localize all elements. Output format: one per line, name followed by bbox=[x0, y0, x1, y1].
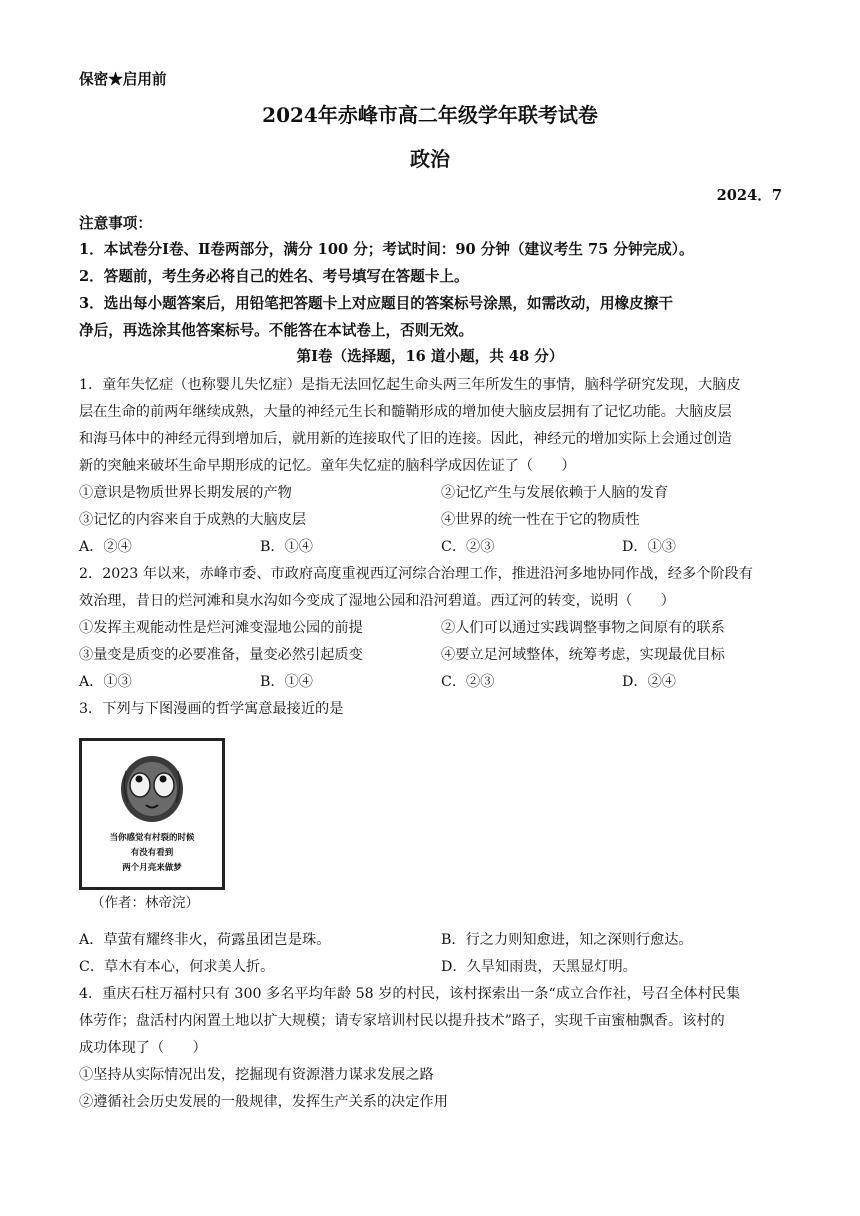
question-1-option-c: C．②③ bbox=[441, 539, 495, 555]
question-2-stem: 2．2023 年以来，赤峰市委、市政府高度重视西辽河综合治理工作，推进沿河多地协同作战，经多个阶段有 bbox=[79, 566, 753, 582]
exam-date: 2024．7 bbox=[716, 187, 782, 204]
question-4-stem: 体劳作；盘活村内闲置土地以扩大规模；请专家培训村民以提升技术”路子，实现千亩蜜柚飘香。该村的 bbox=[79, 1013, 725, 1029]
question-1-option-b: B．①④ bbox=[260, 539, 313, 555]
secret-label: 保密★启用前 bbox=[79, 71, 167, 88]
cartoon-caption-line: 两个月亮来做梦 bbox=[122, 863, 182, 873]
question-1-statement: ③记忆的内容来自于成熟的大脑皮层 bbox=[79, 512, 307, 528]
question-2-option-a: A．①③ bbox=[79, 674, 132, 690]
question-4-stem: 成功体现了（ ） bbox=[79, 1040, 207, 1056]
question-1-statement: ①意识是物质世界长期发展的产物 bbox=[79, 485, 292, 501]
moon-face-illustration bbox=[82, 741, 222, 831]
question-2-statement: ②人们可以通过实践调整事物之间原有的联系 bbox=[441, 620, 725, 636]
section-title: 第Ⅰ卷（选择题，16 道小题，共 48 分） bbox=[296, 348, 564, 365]
notice-item: 3．选出每小题答案后，用铅笔把答题卡上对应题目的答案标号涂黑，如需改动，用橡皮擦干 bbox=[79, 295, 673, 312]
cartoon-caption-line: 有没有看到 bbox=[130, 848, 174, 858]
question-2-statement: ③量变是质变的必要准备，量变必然引起质变 bbox=[79, 647, 363, 663]
question-2-option-d: D．②④ bbox=[622, 674, 676, 690]
question-1-option-a: A．②④ bbox=[79, 539, 132, 555]
subject-title: 政治 bbox=[410, 147, 450, 171]
question-2-statement: ①发挥主观能动性是烂河滩变湿地公园的前提 bbox=[79, 620, 363, 636]
question-3-option-a: A．草萤有耀终非火，荷露虽团岂是珠。 bbox=[79, 932, 331, 948]
question-2-option-c: C．②③ bbox=[441, 674, 495, 690]
question-2-statement: ④要立足河域整体，统筹考虑，实现最优目标 bbox=[441, 647, 725, 663]
notice-item: 净后，再选涂其他答案标号。不能答在本试卷上，否则无效。 bbox=[79, 322, 474, 339]
question-4-stem: 4．重庆石柱万福村只有 300 多名平均年龄 58 岁的村民，该村探索出一条“成立合作社，号召全体村民集 bbox=[79, 986, 741, 1002]
cartoon-caption-line: 当你感觉有村裂的时候 bbox=[109, 833, 195, 843]
question-3-option-d: D．久旱知雨贵，天黑显灯明。 bbox=[441, 959, 637, 975]
question-1-statement: ②记忆产生与发展依赖于人脑的发育 bbox=[441, 485, 669, 501]
question-4-statement: ②遵循社会历史发展的一般规律，发挥生产关系的决定作用 bbox=[79, 1094, 448, 1110]
notice-heading: 注意事项： bbox=[79, 215, 152, 232]
question-3-option-b: B．行之力则知愈进，知之深则行愈达。 bbox=[441, 932, 693, 948]
question-1-statement: ④世界的统一性在于它的物质性 bbox=[441, 512, 640, 528]
question-4-statement: ①坚持从实际情况出发，挖掘现有资源潜力谋求发展之路 bbox=[79, 1067, 434, 1083]
question-1-option-d: D．①③ bbox=[622, 539, 676, 555]
question-3-option-c: C．草木有本心，何求美人折。 bbox=[79, 959, 275, 975]
notice-item: 1．本试卷分Ⅰ卷、Ⅱ卷两部分，满分 100 分；考试时间：90 分钟（建议考生 75 分钟完成）。 bbox=[79, 241, 694, 258]
notice-item: 2．答题前，考生务必将自己的姓名、考号填写在答题卡上。 bbox=[79, 268, 469, 285]
question-1-stem: 层在生命的前两年继续成熟，大量的神经元生长和髓鞘形成的增加使大脑皮层拥有了记忆功能。大脑皮层 bbox=[79, 404, 732, 420]
question-2-option-b: B．①④ bbox=[260, 674, 313, 690]
cartoon-author: （作者：林帝浣） bbox=[91, 895, 199, 911]
question-2-stem: 效治理，昔日的烂河滩和臭水沟如今变成了湿地公园和沿河碧道。西辽河的转变，说明（ ） bbox=[79, 593, 675, 609]
question-1-stem: 1．童年失忆症（也称婴儿失忆症）是指无法回忆起生命头两三年所发生的事情，脑科学研究发现，大脑皮 bbox=[79, 377, 741, 393]
question-3-stem: 3．下列与下图漫画的哲学寓意最接近的是 bbox=[79, 701, 344, 717]
exam-title: 2024年赤峰市高二年级学年联考试卷 bbox=[262, 103, 598, 127]
cartoon-image bbox=[79, 738, 225, 890]
question-1-stem: 新的突触来破坏生命早期形成的记忆。童年失忆症的脑科学成因佐证了（ ） bbox=[79, 458, 576, 474]
question-1-stem: 和海马体中的神经元得到增加后，就用新的连接取代了旧的连接。因此，神经元的增加实际上会通过创造 bbox=[79, 431, 732, 447]
